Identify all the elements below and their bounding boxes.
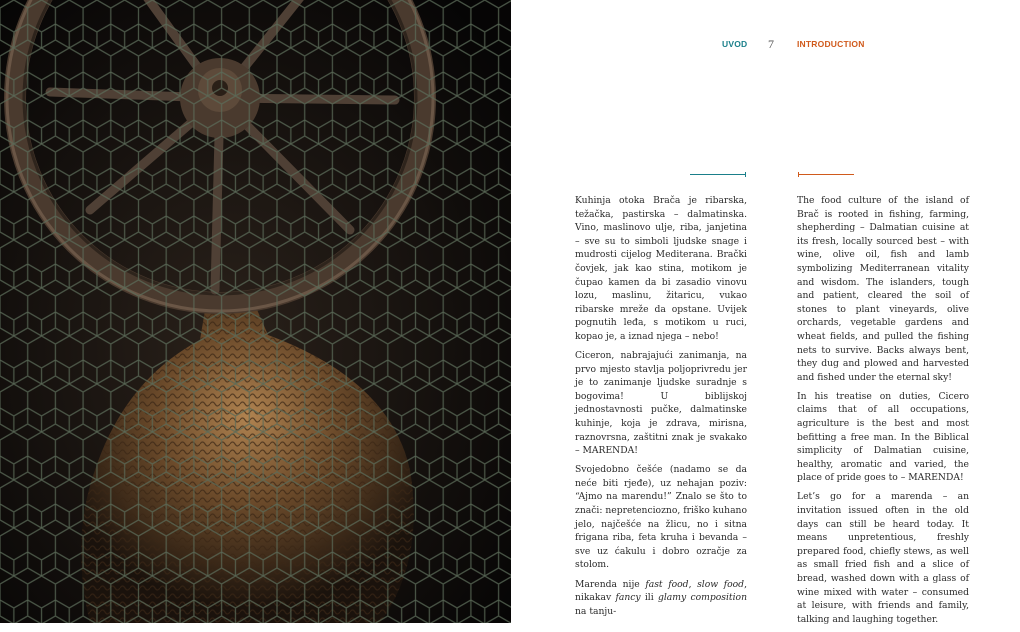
section-label-english: INTRODUCTION	[797, 39, 865, 49]
paragraph: In his treatise on duties, Cicero claims that of all occupations, agriculture is the best and most befitting a free man. In the Biblical simplicity of Dalmatian cuisine, healthy, aromatic and varied, the place of pride goes to – MARENDA!	[797, 390, 969, 484]
italic-term: slow food	[697, 578, 745, 590]
paragraph: Kuhinja otoka Brača je ribarska, težačka, pastirska – dalmatinska. Vino, maslinovo ulje, riba, janjetina – sve su to simboli ljudske snage i mudrosti cijelog Mediterana. Brački čovjek, jak kao stina, motikom je čupao kamen da bi zasadio vinovu lozu, maslinu, žitaricu, vukao ribarske mreže da opstane. Uvijek pognutih leđa, s motikom u ruci, kopao je, a iznad njega – nebo!	[575, 195, 747, 342]
paragraph: Ciceron, nabrajajući zanimanja, na prvo mjesto stavlja poljoprivredu jer je to zanimanje ljudske suradnje s bogovima! U biblijskoj jednostavnosti pučke, dalmatinske kuhinje, koja je zdrava, mirisna, raznovrsna, zaštitni znak je svakako – MARENDA!	[575, 350, 747, 457]
paragraph	[575, 578, 747, 619]
italic-term: fancy	[615, 592, 641, 604]
section-label-croatian: UVOD	[722, 39, 748, 49]
text-run: ili	[640, 592, 658, 604]
text-run: , nikakav	[575, 578, 747, 604]
text-run: ,	[688, 578, 698, 590]
column-croatian	[575, 194, 747, 624]
italic-term: glamy composition	[657, 592, 748, 604]
column-english	[797, 194, 969, 632]
text-run: Marenda nije	[575, 578, 646, 590]
text-run: na tanju-	[575, 605, 617, 617]
photo-wheel-demijohn-icon	[0, 0, 511, 623]
page-number: 7	[768, 37, 775, 51]
italic-term: fast food	[645, 578, 689, 590]
divider-english	[798, 174, 854, 175]
text-page	[511, 0, 1020, 623]
paragraph: Svojedobno češće (nadamo se da neće biti rjeđe), uz nehajan poziv: “Ajmo na marendu!” Znalo se što to znači: nepretenciozno, friško kuhano jelo, najčešće na žlicu, no i sitna frigana riba, feta kruha i bevanda – sve uz ćakulu i dobro ozračje za stolom.	[575, 464, 747, 571]
cover-photo	[0, 0, 511, 623]
divider-croatian	[690, 174, 746, 175]
paragraph: Let’s go for a marenda – an invitation issued often in the old days can still be heard today. It means unpretentious, freshly prepared food, chiefly stews, as well as small fried fish and a slice of bread, washed down with a glass of wine mixed with water – consumed at leisure, with friends and family, talking and laughing together.	[797, 491, 969, 625]
paragraph: The food culture of the island of Brač is rooted in fishing, farming, shepherding – Dalmatian cuisine at its fresh, locally sourced best – with wine, olive oil, fish and lamb symbolizing Mediterranean vitality and wisdom. The islanders, tough and patient, cleared the soil of stones to plant vineyards, olive orchards, vegetable gardens and wheat fields, and pulled the fishing nets to survive. Backs always bent, they dug and plowed and harvested and fished under the eternal sky!	[797, 195, 969, 383]
